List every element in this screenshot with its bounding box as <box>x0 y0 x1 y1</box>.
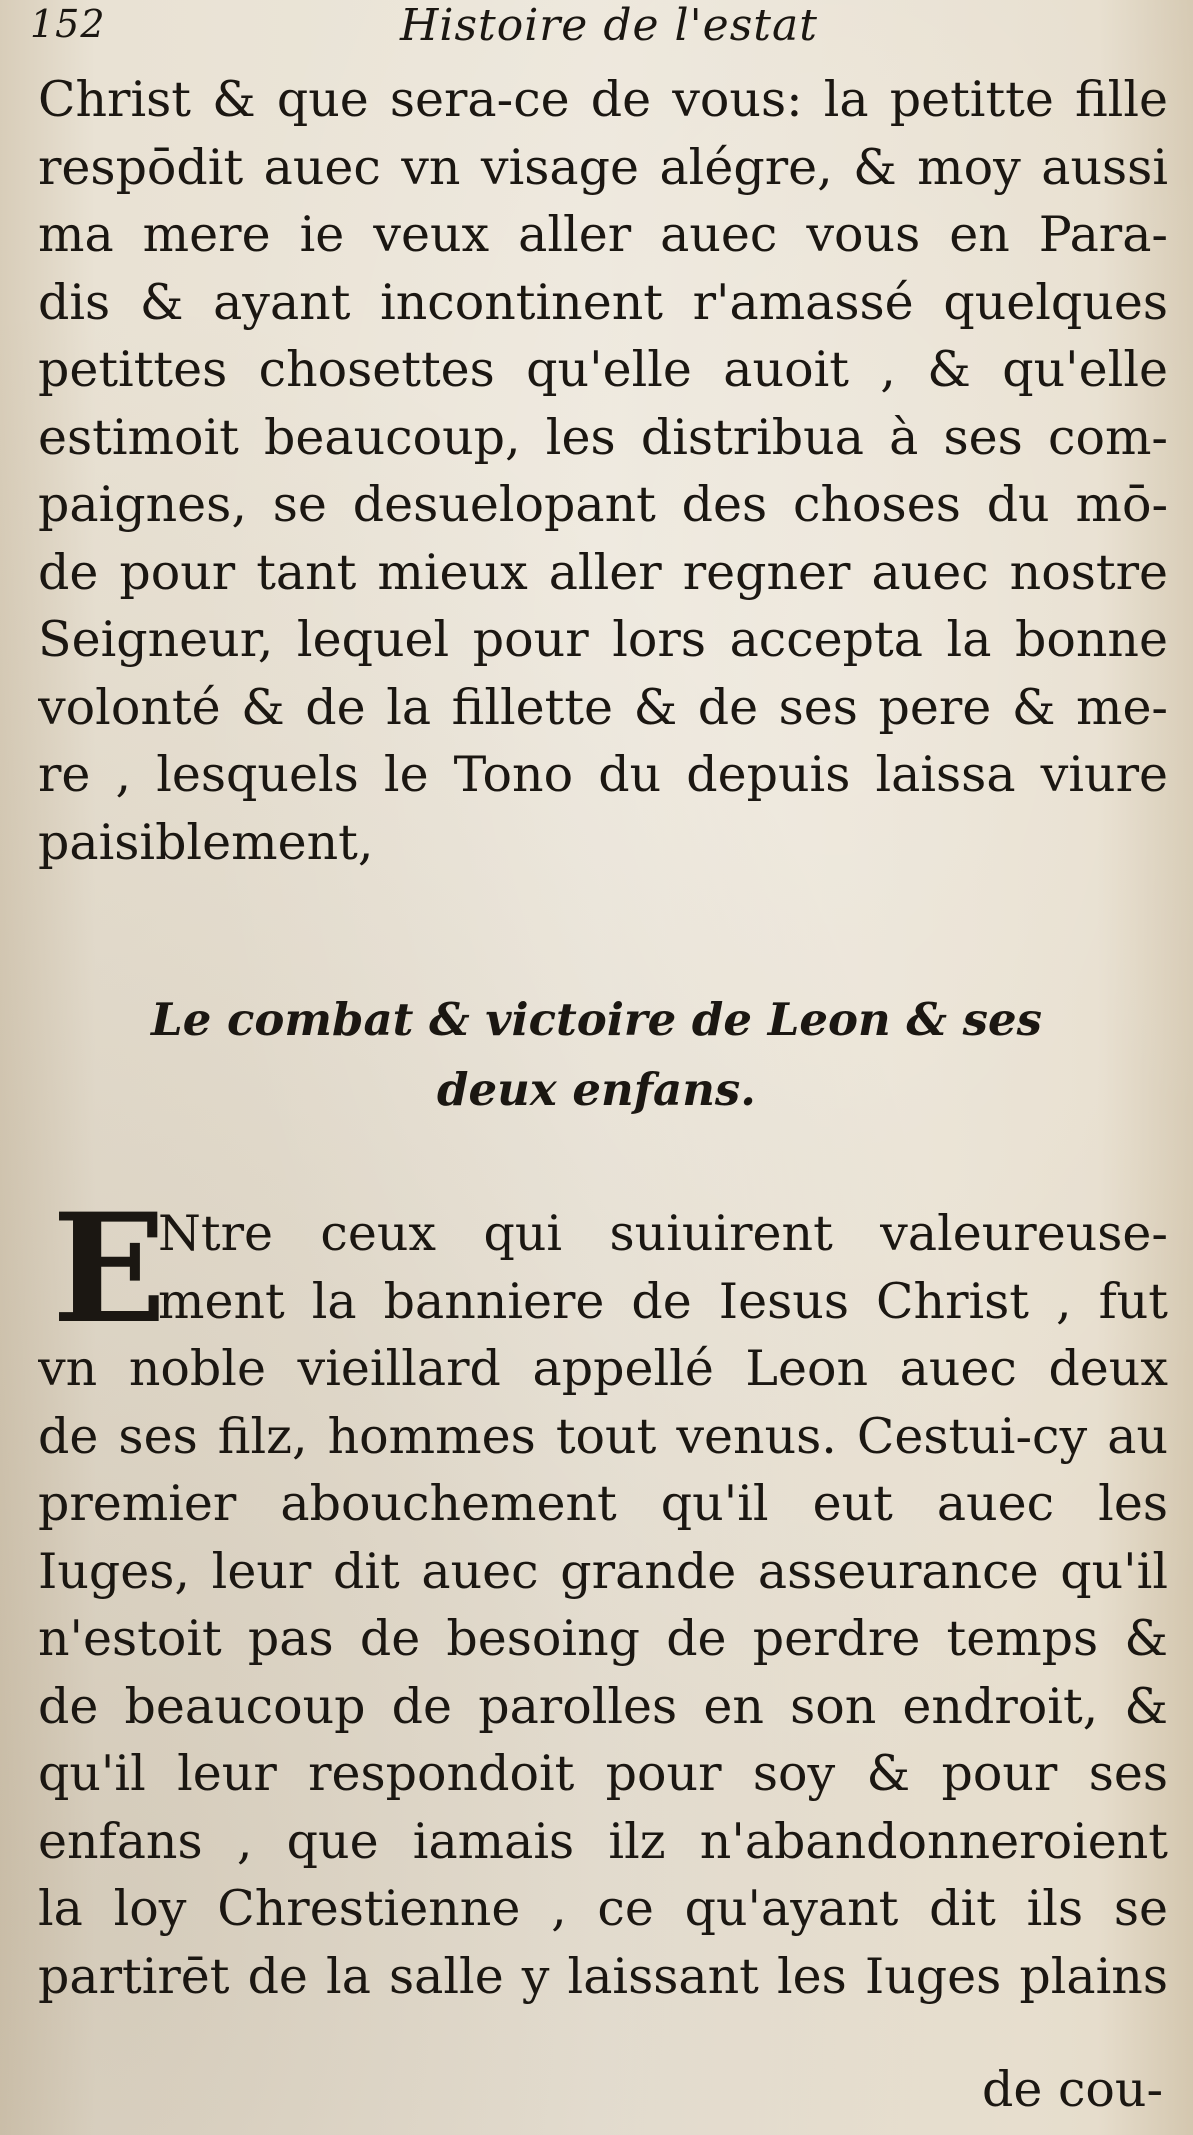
section-heading <box>0 985 1193 1125</box>
page-header <box>0 0 1193 54</box>
text-line: n'estoit pas de besoing de perdre temps & <box>38 1610 1168 1667</box>
text-line: paignes, se desuelopant des choses du mō- <box>38 476 1168 533</box>
text-line: paisiblement, <box>38 813 374 871</box>
text-line: ma mere ie veux aller auec vous en Para- <box>38 206 1168 263</box>
text-line: volonté & de la fillette & de ses pere & me- <box>38 678 1168 736</box>
text-line: de ses filz, hommes tout venus. Cestui-cy au <box>38 1407 1168 1465</box>
catchword: de cou- <box>982 2061 1163 2118</box>
text-line: petittes chosettes qu'elle auoit , & qu'elle <box>38 341 1168 398</box>
text-line: la loy Chrestienne , ce qu'ayant dit ils se <box>38 1880 1168 1937</box>
text-line: qu'il leur respondoit pour soy & pour ses <box>38 1745 1168 1802</box>
text-line: ment la banniere de Iesus Christ , fut <box>158 1272 1168 1330</box>
text-line: respōdit auec vn visage alégre, & moy aussi <box>38 138 1168 196</box>
heading-line: Le combat & victoire de Leon & ses <box>151 993 1042 1046</box>
text-line: de beaucoup de parolles en son endroit, & <box>38 1677 1168 1735</box>
paragraph-1 <box>38 66 1168 876</box>
text-line: premier abouchement qu'il eut auec les <box>38 1475 1168 1532</box>
paragraph-2 <box>38 1181 1168 2010</box>
drop-initial: E <box>52 1181 167 1357</box>
heading-line: deux enfans. <box>437 1063 756 1116</box>
text-line: partirēt de la salle y laissant les Iuges plains <box>38 1947 1168 2005</box>
text-line: re , lesquels le Tono du depuis laissa viure <box>38 746 1168 803</box>
text-line: enfans , que iamais ilz n'abandonneroient <box>38 1812 1168 1870</box>
text-line: Christ & que sera-ce de vous: la petitte fille <box>38 71 1168 128</box>
running-title: Histoire de l'estat <box>400 0 818 51</box>
text-line: Iuges, leur dit auec grande asseurance qu'il <box>38 1542 1168 1600</box>
text-line: dis & ayant incontinent r'amassé quelques <box>38 273 1168 331</box>
page-number: 152 <box>30 2 106 46</box>
text-line: de pour tant mieux aller regner auec nostre <box>38 543 1168 601</box>
text-line: vn noble vieillard appellé Leon auec deux <box>38 1340 1168 1397</box>
text-line: Ntre ceux qui suiuirent valeureuse- <box>158 1205 1168 1262</box>
text-line: Seigneur, lequel pour lors accepta la bonne <box>38 611 1168 668</box>
text-line: estimoit beaucoup, les distribua à ses com- <box>38 408 1168 466</box>
